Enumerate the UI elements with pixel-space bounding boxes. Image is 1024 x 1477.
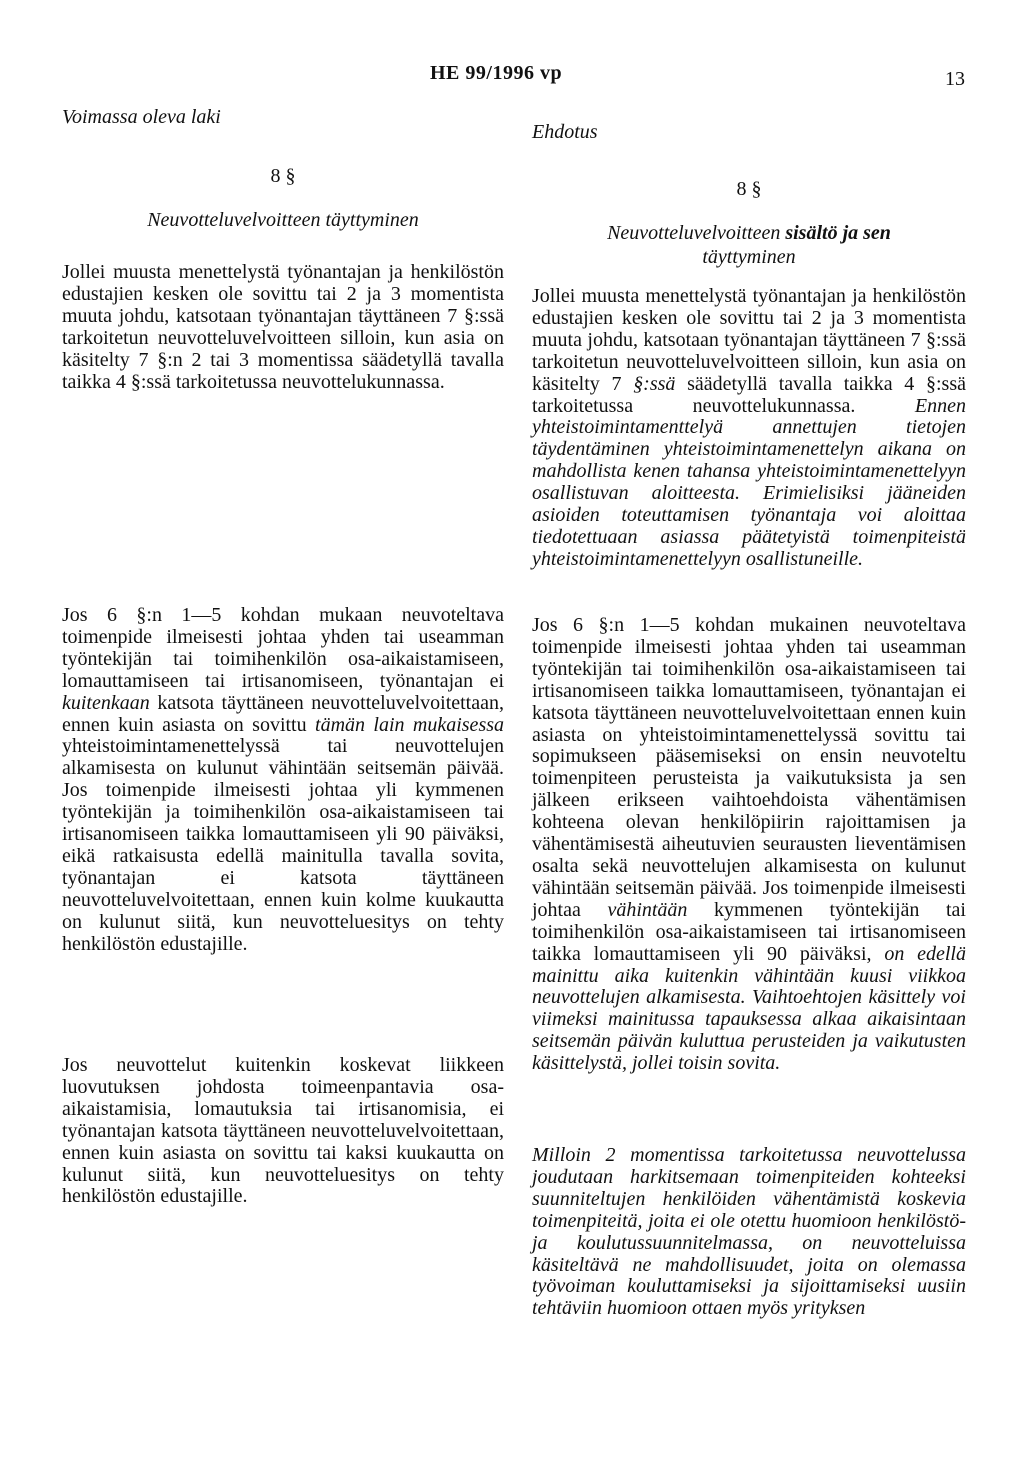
left-p2-italic-1: kuitenkaan [62,691,150,714]
right-p1-text [532,286,966,571]
left-column-heading: Voimassa oleva laki [62,106,221,128]
right-p2-part-a: Jos 6 §:n 1—5 kohdan mukainen neuvoteltava toimenpide ilmeisesti johtaa yhden tai useamman työntekijän tai toimihenkilön osa-aikaistamiseen tai irtisanomiseen taikka lomauttamiseen, työnantajan ei katsota täyttäneen neuvotteluvelvoitettaan ennen kuin asiasta on yhteistoimintamenettelyssä sovittu tai sopimukseen pääsemiseksi on ensin neuvoteltu toimenpiteen perusteista ja vaikutuksista ja sen jälkeen erikseen vaihtoehdoista vähentämisen kohteena olevan henkilöpiirin rajoittamisen ja vähentämisestä aiheutuvien seurausten lieventämisen osalta sekä neuvottelujen alkamisesta on kulunut vähintään seitsemän päivää. Jos toimenpide ilmeisesti johtaa [532,614,966,921]
left-paragraph-2 [62,605,504,956]
right-paragraph-1 [532,286,966,571]
right-paragraph-2 [532,615,966,1075]
left-section-number: 8 § [270,165,296,187]
left-p3-text: Jos neuvottelut kuitenkin koskevat liikkeen luovutuksen johdosta toimeenpantavia osa-aikaistamisia, lomautuksia tai irtisanomisia, ei työnantajan katsota täyttäneen neuvotteluvelvoitettaan, ennen kuin asiasta on sovittu tai kaksi kuukautta on kulunut siitä, kun neuvotteluesitys on tehty henkilöstön edustajille. [62,1054,504,1208]
right-title-emphasis: sisältö ja sen [785,222,891,244]
left-p2-text [62,605,504,956]
right-p1-part-a: Jollei muusta menettelystä työnantajan ja henkilöstön edustajien kesken ole sovittu tai 2 ja 3 momentista muuta johdu, katsotaan työnantajan täyttäneen 7 §:ssä tarkoitetun neuvotteluvelvoitteen silloin, kun asia on käsitelty 7 [532,285,966,395]
right-column-heading: Ehdotus [532,121,598,143]
left-p2-part-c: katsota täyttäneen neuvotteluvelvoitettaan, ennen kuin asiasta on sovittu [62,691,504,736]
left-paragraph-1 [62,262,504,393]
right-title-part-a: Neuvotteluvelvoitteen [607,222,786,244]
right-p1-italic-2: Ennen yhteistoimintamenttelyä annettujen tietojen täydentäminen yhteistoimintamenettelyn aikana on mahdollista kenen tahansa yhteistoimintamenettelyyn osallistuvan aloitteesta. Erimielisiksi jääneiden asioiden toteuttamisen työnantaja voi aloittaa tiedotettuaan asiassa päätetyistä toimenpiteistä yhteistoimintamenettelyyn osallistuneille. [532,394,966,570]
right-section-title [532,221,966,269]
right-p2-text [532,615,966,1075]
right-p3-text: Milloin 2 momentissa tarkoitetussa neuvottelussa joudutaan harkitsemaan toimenpiteiden kohteeksi suunniteltujen henkilöiden vähentämistä koskevia toimenpiteitä, joita ei ole otettu huomioon henkilöstö- ja koulutussuunnitelmassa, on neuvotteluissa käsiteltävä ne mahdollisuudet, joita on olemassa työvoiman kouluttamiseksi ja sijoittamiseksi uusiin tehtäviin huomioon ottaen myös yrityksen [532,1144,966,1320]
right-p2-part-c: kymmenen työntekijän tai toimihenkilön osa-aikaistamiseen tai irtisanomiseen taikka lomauttamiseen yli 90 päiväksi, [532,898,966,965]
right-p2-italic-1: vähintään [607,898,688,921]
right-title-part-c: täyttyminen [702,246,796,268]
right-p1-italic-1: §:ssä [633,372,676,395]
document-id: HE 99/1996 vp [430,62,563,84]
right-p2-italic-2: on edellä mainittu aika kuitenkin vähintään kuusi viikkoa neuvottelujen alkamisesta. Vaihtoehtojen käsittely voi viimeksi mainitussa tapauksessa alkaa aikaisintaan seitsemän päivän kuluttua perusteiden ja vaikutusten käsittelystä, jollei toisin sovita. [532,942,966,1075]
right-paragraph-3 [532,1145,966,1320]
left-p2-italic-2: tämän lain mukaisessa [315,713,505,736]
left-paragraph-3 [62,1055,504,1208]
left-section-title: Neuvotteluvelvoitteen täyttyminen [147,209,419,231]
left-p2-part-e: yhteistoimintamenettelyssä tai neuvottelujen alkamisesta on kulunut vähintään seitsemän päivää. Jos toimenpide ilmeisesti johtaa yli kymmenen työntekijän ja toimihenkilön osa-aikaistamiseen tai irtisanomiseen taikka lomauttamiseen yli 90 päiväksi, eikä ratkaisusta edellä mainitulla tavalla sovita, työnantajan ei katsota täyttäneen neuvotteluvelvoitettaan, ennen kuin kolme kuukautta on kulunut siitä, kun neuvotteluesitys on tehty henkilöstön edustajille. [62,735,504,955]
right-p1-part-c: säädetyllä tavalla taikka 4 §:ssä tarkoitetussa neuvottelukunnassa. [532,372,966,417]
left-p2-part-a: Jos 6 §:n 1—5 kohdan mukaan neuvoteltava toimenpide ilmeisesti johtaa yhden tai useamman työntekijän tai toimihenkilön osa-aikaistamiseen, lomauttamiseen tai irtisanomiseen, työnantajan ei [62,604,504,692]
right-section-number: 8 § [736,178,762,200]
left-p1-text: Jollei muusta menettelystä työnantajan ja henkilöstön edustajien kesken ole sovittu tai 2 ja 3 momentista muuta johdu, katsotaan työnantajan täyttäneen 7 §:ssä tarkoitetun neuvotteluvelvoitteen silloin, kun asia on käsitelty 7 §:n 2 tai 3 momentissa säädetyllä tavalla taikka 4 §:ssä tarkoitetussa neuvottelukunnassa. [62,261,504,393]
page-number: 13 [945,68,965,90]
